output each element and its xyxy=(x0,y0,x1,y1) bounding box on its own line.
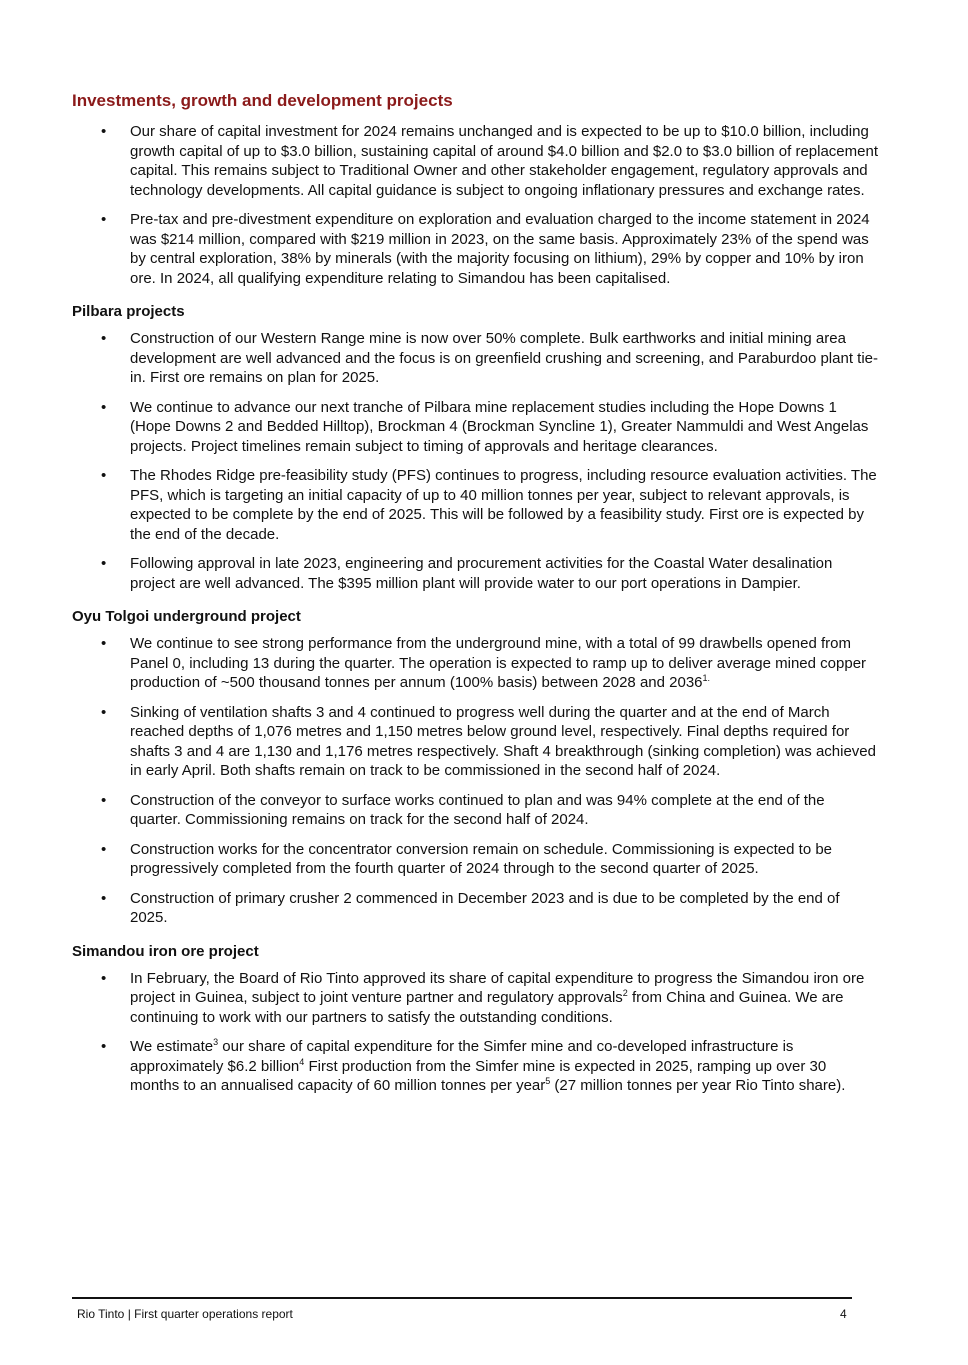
list-item: • Sinking of ventilation shafts 3 and 4 continued to progress well during the quarter and at the end of March reached depths of 1,076 metres and 1,150 metres below ground level, respectively. Final depths required for shafts 3 and 4 are 1,130 and 1,176 metres respectively. Shaft 4 breakthrough (sinking completion) was achieved in early April. Both shafts remain on track to be commissioned in the second half of 2024. xyxy=(101,703,876,779)
list-item: • Construction of primary crusher 2 commenced in December 2023 and is due to be completed by the end of 2025. xyxy=(101,889,840,926)
footnote-ref: 2 xyxy=(622,988,628,998)
item-text: from China and Guinea. We are continuing to work with our partners to satisfy the outstanding conditions. xyxy=(130,989,844,1026)
list-item: • Construction of the conveyor to surface works continued to plan and was 94% complete at the end of the quarter. Commissioning remains on track for the second half of 2024. xyxy=(101,791,825,828)
list-item: • We continue to see strong performance from the underground mine, with a total of 99 drawbells opened from Panel 0, including 13 during the quarter. The operation is expected to ramp up to deliver average mined copper production of ~500 thousand tonnes per annum (100% basis) between 2028 and $2036^{1.}$ xyxy=(101,635,867,691)
item-text: In February, the Board of Rio Tinto approved its share of capital expenditure to progress the Simandou iron ore project in Guinea, subject to joint venture partner and regulatory approvals xyxy=(130,969,865,1006)
item-text: We continue to see strong performance from the underground mine, with a total of 99 drawbells opened from Panel 0, including 13 during the quarter. The operation is expected to ramp up to deliver average mined copper production of ~500 thousand tonnes per annum (100% basis) between 2028 and 2036 xyxy=(130,635,867,691)
list-item: • We continue to advance our next tranche of Pilbara mine replacement studies including the Hope Downs 1 (Hope Downs 2 and Bedded Hilltop), Brockman 4 (Brockman Syncline 1), Greater Nammuldi and West Angelas projects. Project timelines remain subject to timing of approvals and heritage clearances. xyxy=(101,398,869,455)
section-heading-oyu-tolgoi: Oyu Tolgoi underground project xyxy=(72,608,301,625)
footnote-ref: 1. xyxy=(702,673,711,683)
oyu-list xyxy=(72,634,878,928)
footer-title: Rio Tinto | First quarter operations report xyxy=(77,1307,293,1321)
item-text: Construction works for the concentrator conversion remain on schedule. Commissioning is expected to be progressively completed from the fourth quarter of 2024 through to the second quarter of 2025. xyxy=(130,840,833,877)
list-item: • Following approval in late 2023, engineering and procurement activities for the Coastal Water desalination project are well advanced. The $395 million plant will provide water to our port operations in Dampier. xyxy=(101,555,833,592)
item-text: Following approval in late 2023, engineering and procurement activities for the Coastal Water desalination project are well advanced. The $395 million plant will provide water to our port operations in Dampier. xyxy=(130,555,833,592)
list-item: • In February, the Board of Rio Tinto approved its share of capital expenditure to progress the Simandou iron ore project in Guinea, subject to joint venture partner and regulatory approvals$^2$ from China and Guinea. We are continuing to work with our partners to satisfy the outstanding conditions. xyxy=(101,969,865,1026)
list-item: • Our share of capital investment for 2024 remains unchanged and is expected to be up to $10.0 billion, including growth capital of up to $3.0 billion, sustaining capital of around $4.0 billion and $2.0 to $3.0 billion of replacement capital. This remains subject to Traditional Owner and other stakeholder engagement, regulatory approvals and technology developments. All capital guidance is subject to ongoing inflationary pressures and exchange rates. xyxy=(101,123,878,199)
item-text: Sinking of ventilation shafts 3 and 4 continued to progress well during the quarter and at the end of March reached depths of 1,076 metres and 1,150 metres below ground level, respectively. Final depths required for shafts 3 and 4 are 1,130 and 1,176 metres respectively. Shaft 4 breakthrough (sinking completion) was achieved in early April. Both shafts remain on track to be commissioned in the second half of 2024. xyxy=(130,703,876,779)
list-item: • We estimate$^3$ our share of capital expenditure for the Simfer mine and co-developed infrastructure is approximately $6.2 billion$^4$ First production from the Simfer mine is expected in 2025, ramping up over 30 months to an annualised capacity of 60 million tonnes per year$^5$ (27 million tonnes per year Rio Tinto share). xyxy=(101,1037,846,1094)
item-text: Our share of capital investment for 2024 remains unchanged and is expected to be up to $10.0 billion, including growth capital of up to $3.0 billion, sustaining capital of around $4.0 billion and $2.0 to $3.0 billion of replacement capital. This remains subject to Traditional Owner and other stakeholder engagement, regulatory approvals and technology developments. All capital guidance is subject to ongoing inflationary pressures and exchange rates. xyxy=(130,123,878,199)
list-item: • Pre-tax and pre-divestment expenditure on exploration and evaluation charged to the income statement in 2024 was $214 million, compared with $219 million in 2023, on the same basis. Approximately 23% of the spend was by central exploration, 38% by minerals (with the majority focusing on lithium), 29% by copper and 10% by iron ore. In 2024, all qualifying expenditure relating to Simandou has been capitalised. xyxy=(101,211,870,287)
page-number: 4 xyxy=(840,1307,847,1321)
item-text: The Rhodes Ridge pre-feasibility study (PFS) continues to progress, including resource evaluation activities. The PFS, which is targeting an initial capacity of up to 40 million tonnes per year, subject to relevant approvals, is expected to be complete by the end of 2025. This will be followed by a feasibility study. First ore is expected by the end of the decade. xyxy=(130,467,877,543)
footnote-ref: 5 xyxy=(545,1076,551,1086)
section-heading-pilbara: Pilbara projects xyxy=(72,303,185,320)
list-item: • Construction works for the concentrator conversion remain on schedule. Commissioning is expected to be progressively completed from the fourth quarter of 2024 through to the second quarter of 2025. xyxy=(101,840,833,877)
footer-divider xyxy=(72,1297,852,1299)
simandou-list xyxy=(72,969,878,1096)
item-text: (27 million tonnes per year Rio Tinto share). xyxy=(550,1077,846,1094)
page-body xyxy=(72,90,878,1106)
section-heading-simandou: Simandou iron ore project xyxy=(72,942,259,960)
item-text: Pre-tax and pre-divestment expenditure on exploration and evaluation charged to the income statement in 2024 was $214 million, compared with $219 million in 2023, on the same basis. Approximately 23% of the spend was by central exploration, 38% by minerals (with the majority focusing on lithium), 29% by copper and 10% by iron ore. In 2024, all qualifying expenditure relating to Simandou has been capitalised. xyxy=(130,211,870,287)
pilbara-list xyxy=(72,329,878,593)
item-text: our share of capital expenditure for the Simfer mine and co-developed infrastructure is approximately $6.2 billion xyxy=(130,1038,794,1075)
footnote-ref: 4 xyxy=(299,1056,305,1067)
footnote-ref: 3 xyxy=(213,1037,219,1047)
item-text: We continue to advance our next tranche of Pilbara mine replacement studies including the Hope Downs 1 (Hope Downs 2 and Bedded Hilltop), Brockman 4 (Brockman Syncline 1), Greater Nammuldi and West Angelas projects. Project timelines remain subject to timing of approvals and heritage clearances. xyxy=(130,398,869,455)
section-heading-investments: Investments, growth and development projects xyxy=(72,91,453,110)
item-text: Construction of primary crusher 2 commenced in December 2023 and is due to be completed by the end of 2025. xyxy=(130,889,840,926)
list-item: • The Rhodes Ridge pre-feasibility study (PFS) continues to progress, including resource evaluation activities. The PFS, which is targeting an initial capacity of up to 40 million tonnes per year, subject to relevant approvals, is expected to be complete by the end of 2025. This will be followed by a feasibility study. First ore is expected by the end of the decade. xyxy=(101,467,877,543)
item-text: Construction of our Western Range mine is now over 50% complete. Bulk earthworks and initial mining area development are well advanced and the focus is on greenfield crushing and screening, and Paraburdoo plant tie-in. First ore remains on plan for 2025. xyxy=(130,330,878,386)
item-text: First production from the Simfer mine is expected in 2025, ramping up over 30 months to an annualised capacity of 60 million tonnes per year xyxy=(130,1057,827,1094)
list-item: • Construction of our Western Range mine is now over 50% complete. Bulk earthworks and initial mining area development are well advanced and the focus is on greenfield crushing and screening, and Paraburdoo plant tie-in. First ore remains on plan for 2025. xyxy=(101,330,878,386)
investments-list xyxy=(72,122,878,288)
item-text: We estimate xyxy=(130,1038,214,1055)
item-text: Construction of the conveyor to surface works continued to plan and was 94% complete at the end of the quarter. Commissioning remains on track for the second half of 2024. xyxy=(130,791,825,828)
